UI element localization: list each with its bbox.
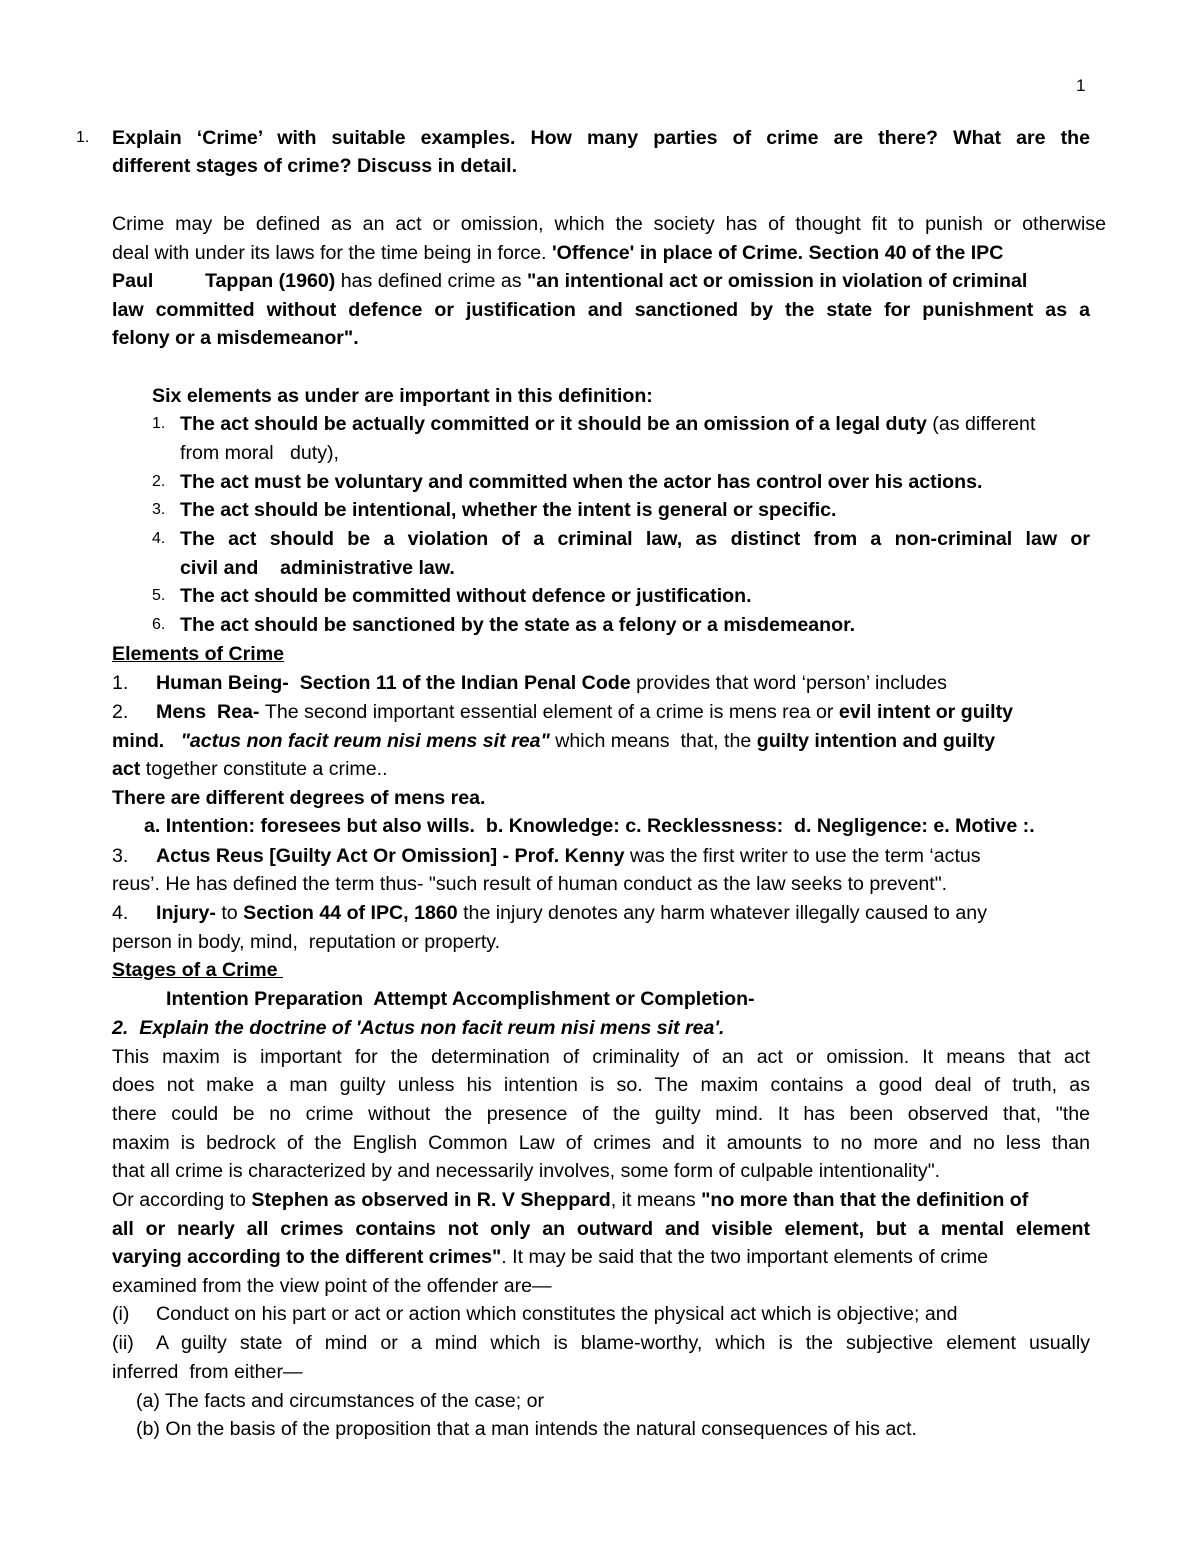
p2-text-3: . It may be said that the two important elements of crime [501, 1246, 989, 1268]
item-i-number: (i) [112, 1303, 130, 1325]
element-3-number: 3. [152, 501, 166, 518]
element-4-number: 4. [152, 530, 166, 547]
actus-reus-title: Actus Reus [Guilty Act Or Omission] - Prof. Kenny [156, 845, 630, 867]
elem-3-text: was the first writer to use the term ‘actus [629, 845, 981, 867]
element-5-number: 5. [152, 587, 166, 604]
elem-4 [156, 899, 987, 927]
element-4: The act should be a violation of a criminal law, as distinct from a non-criminal law or [180, 528, 1090, 550]
injury-title: Injury- [156, 902, 222, 924]
q2-para-2-line-1 [112, 1186, 1028, 1214]
definition-line-5: felony or a misdemeanor". [112, 327, 359, 349]
offence-section-40: 'Offence' in place of Crime. Section 40 of the IPC [552, 242, 1004, 264]
element-6-number: 6. [152, 616, 166, 633]
q2-para-2-line-2: all or nearly all crimes contains not only an outward and visible element, but a mental element [112, 1218, 1090, 1240]
question-1-line-1: Explain ‘Crime’ with suitable examples. How many parties of crime are there? What are the [112, 127, 1090, 149]
element-2-number: 2. [152, 473, 166, 490]
item-i-text: Conduct on his part or act or action which constitutes the physical act which is objective; and [156, 1303, 958, 1325]
stages-line: Intention Preparation Attempt Accomplishment or Completion- [166, 988, 755, 1010]
definition-line-3 [205, 267, 1027, 295]
mind-word: mind. [112, 730, 165, 752]
tappan-name: Tappan (1960) [205, 270, 341, 292]
definition-text: has defined crime as [340, 270, 527, 292]
q2-para-1-line-5: that all crime is characterized by and necessarily involves, some form of culpable intentionality". [112, 1160, 941, 1182]
element-1-text: The act should be actually committed or it should be an omission of a legal duty [180, 413, 933, 435]
elements-of-crime-heading: Elements of Crime [112, 643, 285, 665]
element-1-number: 1. [152, 415, 166, 432]
elem-4-text: to [221, 902, 244, 924]
elem-3-line-2: reus’. He has defined the term thus- "such result of human conduct as the law seeks to prevent". [112, 873, 948, 895]
element-6: The act should be sanctioned by the state as a felony or a misdemeanor. [180, 614, 856, 636]
evil-intent: evil intent or guilty [838, 701, 1013, 723]
item-b-text: On the basis of the proposition that a man intends the natural consequences of his act. [165, 1418, 917, 1440]
p2-text-2: , it means [610, 1189, 702, 1211]
elem-1-title: Human Being- Section 11 of the Indian Penal Code [156, 672, 637, 694]
elem-4-text-2: the injury denotes any harm whatever illegally caused to any [463, 902, 987, 924]
item-a-text: The facts and circumstances of the case; or [165, 1390, 545, 1412]
q2-para-1-line-4: maxim is bedrock of the English Common Law of crimes and it amounts to no more and no less than [112, 1132, 1090, 1154]
elem-2-text-2: which means that, the [549, 730, 757, 752]
question-1-number: 1. [76, 129, 90, 146]
item-ii-number: (ii) [112, 1332, 134, 1354]
stephen-reference: Stephen as observed in R. V Sheppard [251, 1189, 611, 1211]
element-4-continuation: civil and administrative law. [180, 557, 455, 579]
elem-3 [156, 842, 981, 870]
paul-label: Paul [112, 270, 154, 292]
elem-2-text-3: together constitute a crime.. [145, 758, 388, 780]
element-1-continuation: from moral duty), [180, 442, 339, 464]
q2-para-1-line-1: This maxim is important for the determination of criminality of an act or omission. It means that act [112, 1046, 1090, 1068]
definition-line-1: Crime may be defined as an act or omission, which the society has of thought fit to punish or otherwise [112, 213, 1106, 235]
elem-1-text: provides that word ‘person’ includes [636, 672, 947, 694]
elem-2-text: The second important essential element of a crime is mens rea or [264, 701, 839, 723]
elem-1-number: 1. [112, 672, 129, 694]
item-b [136, 1415, 917, 1443]
six-elements-heading: Six elements as under are important in this definition: [152, 385, 653, 407]
elem-2-number: 2. [112, 701, 129, 723]
page-number: 1 [1076, 76, 1086, 95]
tappan-quote: "an intentional act or omission in violation of criminal [527, 270, 1028, 292]
element-5: The act should be committed without defence or justification. [180, 585, 752, 607]
element-3: The act should be intentional, whether the intent is general or specific. [180, 499, 837, 521]
element-1 [180, 410, 1035, 438]
question-2-heading: 2. Explain the doctrine of 'Actus non facit reum nisi mens sit rea'. [112, 1017, 725, 1039]
section-44: Section 44 of IPC, 1860 [243, 902, 464, 924]
elem-2-line-2 [112, 727, 995, 755]
stephen-quote-end: varying according to the different crimes" [112, 1246, 502, 1268]
act-word: act [112, 758, 146, 780]
element-2: The act must be voluntary and committed when the actor has control over his actions. [180, 471, 983, 493]
item-a [136, 1387, 544, 1415]
q2-para-1-line-2: does not make a man guilty unless his intention is so. The maxim contains a good deal of truth, as [112, 1074, 1090, 1096]
stephen-quote: "no more than that the definition of [701, 1189, 1029, 1211]
mens-rea-title: Mens Rea- [156, 701, 265, 723]
q2-para-2-line-4: examined from the view point of the offender are— [112, 1275, 552, 1297]
elem-2-line-3 [112, 755, 388, 783]
q2-para-1-line-3: there could be no crime without the presence of the guilty mind. It has been observed that, "the [112, 1103, 1090, 1125]
elem-4-line-2: person in body, mind, reputation or property. [112, 931, 501, 953]
latin-maxim: "actus non facit reum nisi mens sit rea" [180, 730, 550, 752]
question-1-line-2: different stages of crime? Discuss in detail. [112, 155, 518, 177]
elem-2 [156, 698, 1013, 726]
p2-text: Or according to [112, 1189, 252, 1211]
item-b-label: (b) [136, 1418, 166, 1440]
element-1-note: (as different [932, 413, 1036, 435]
item-ii-text: A guilty state of mind or a mind which is blame-worthy, which is the subjective element usually [156, 1332, 1090, 1354]
q2-para-2-line-3 [112, 1243, 988, 1271]
degrees-line: a. Intention: foresees but also wills. b. Knowledge: c. Recklessness: d. Negligence: e. Motive :. [144, 815, 1035, 837]
item-ii-continuation: inferred from either— [112, 1361, 303, 1383]
elem-3-number: 3. [112, 845, 129, 867]
degrees-heading: There are different degrees of mens rea. [112, 787, 486, 809]
definition-text: deal with under its laws for the time being in force. [112, 242, 552, 264]
elem-1 [156, 669, 947, 697]
item-a-label: (a) [136, 1390, 166, 1412]
elem-4-number: 4. [112, 902, 129, 924]
stages-heading: Stages of a Crime [112, 959, 283, 981]
definition-line-2 [112, 239, 1003, 267]
definition-line-4: law committed without defence or justification and sanctioned by the state for punishment as a [112, 299, 1090, 321]
guilty-intention: guilty intention and guilty [756, 730, 996, 752]
